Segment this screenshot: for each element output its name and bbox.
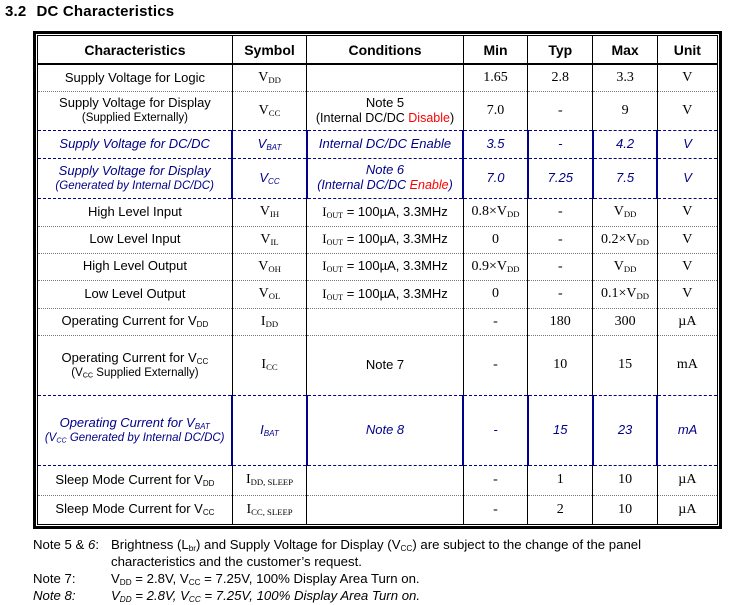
table-row [38,335,718,395]
cell-typ: 7.25 [528,158,593,198]
cell-unit: V [657,64,717,91]
cell-unit: V [657,158,717,198]
cell-symbol: $V_{IH}$ [232,198,306,226]
cell-unit: mA [657,395,717,465]
cell-conditions: $I_{OUT} = 100\mu A$, 3.3MHz [307,280,464,308]
cell-max: $0.2\times V_{DD}$ [593,226,657,253]
note-body: $V_{DD} = 2.8V$, $V_{CC} = 7.25V$, 100% Display Area Turn on. [111,588,421,604]
cell-max: 3.3 [593,64,657,91]
table-row [38,64,718,91]
cell-symbol: $I_{DD, SLEEP}$ [232,465,306,495]
note-item [33,536,727,570]
cell-typ: - [528,280,593,308]
table-row [38,495,718,524]
cell-typ: 180 [528,308,593,335]
cell-conditions: Note 5 (Internal DC/DC Disable) [307,91,464,130]
table-row [38,253,718,280]
cell-min: 7.0 [463,91,527,130]
cell-max: $V_{DD}$ [593,253,657,280]
cell-min: - [463,308,527,335]
cell-characteristics: Sleep Mode Current for $V_{DD}$ [38,465,233,495]
table-row [38,158,718,198]
cell-max: 15 [593,335,657,395]
note-body: $V_{DD} = 2.8V$, $V_{CC} = 7.25V$, 100% Display Area Turn on. [111,571,420,587]
note-body: Brightness $(L_{br})$ and Supply Voltage for Display $(V_{CC})$ are subject to the change of the panel characteristics and the customer’s request. [111,537,642,569]
cell-unit: µA [657,495,717,524]
dc-characteristics-table-frame [33,31,722,529]
cell-typ: 10 [528,335,593,395]
cell-symbol: $V_{DD}$ [232,64,306,91]
cell-conditions: $I_{OUT} = 100\mu A$, 3.3MHz [307,226,464,253]
cell-symbol: $I_{CC, SLEEP}$ [232,495,306,524]
cell-min: - [463,335,527,395]
cell-max: 23 [593,395,657,465]
cell-characteristics: Supply Voltage for DC/DC [38,130,233,158]
cell-typ: - [528,198,593,226]
cell-characteristics: High Level Output [38,253,233,280]
cell-conditions: $I_{OUT} = 100\mu A$, 3.3MHz [307,253,464,280]
cell-characteristics: Low Level Input [38,226,233,253]
cell-max: $0.1\times V_{DD}$ [593,280,657,308]
cell-conditions: Note 8 [307,395,464,465]
cell-unit: V [657,253,717,280]
cell-symbol: $V_{CC}$ [232,91,306,130]
cell-typ: 2.8 [528,64,593,91]
column-header-unit: Unit [657,36,717,65]
cell-characteristics: Low Level Output [38,280,233,308]
cell-min: - [463,465,527,495]
cell-min: 0 [463,226,527,253]
cell-unit: V [657,198,717,226]
cell-typ: 1 [528,465,593,495]
cell-typ: - [528,253,593,280]
cell-unit: µA [657,308,717,335]
table-row [38,308,718,335]
cell-unit: V [657,280,717,308]
cell-min: 3.5 [463,130,527,158]
cell-min: 7.0 [463,158,527,198]
note-item [33,587,727,604]
column-header-typ: Typ [528,36,593,65]
dc-characteristics-table [37,35,718,525]
cell-min: 1.65 [463,64,527,91]
cell-max: 10 [593,495,657,524]
cell-unit: mA [657,335,717,395]
cell-conditions: Note 7 [307,335,464,395]
cell-conditions [307,465,464,495]
cell-typ: 15 [528,395,593,465]
cell-min: - [463,395,527,465]
section-title-text: DC Characteristics [36,3,175,20]
notes-section [33,536,727,604]
cell-unit: µA [657,465,717,495]
section-title [5,3,174,20]
cell-unit: V [657,91,717,130]
cell-conditions [307,495,464,524]
cell-typ: - [528,91,593,130]
cell-symbol: $V_{CC}$ [232,158,306,198]
table-row [38,91,718,130]
cell-symbol: $V_{IL}$ [232,226,306,253]
note-item [33,570,727,587]
cell-symbol: $I_{DD}$ [232,308,306,335]
cell-characteristics: Sleep Mode Current for $V_{CC}$ [38,495,233,524]
table-row [38,280,718,308]
cell-characteristics: Operating Current for $V_{BAT}$ ($V_{CC}$ Generated by Internal DC/DC) [38,395,233,465]
note-label: Note 7: [33,571,76,586]
cell-conditions: Note 6 (Internal DC/DC Enable) [307,158,464,198]
cell-min: $0.9\times V_{DD}$ [463,253,527,280]
column-header-min: Min [463,36,527,65]
cell-characteristics: Operating Current for $V_{DD}$ [38,308,233,335]
cell-conditions: $I_{OUT} = 100\mu A$, 3.3MHz [307,198,464,226]
cell-max: 300 [593,308,657,335]
cell-min: $0.8\times V_{DD}$ [463,198,527,226]
cell-characteristics: Supply Voltage for Logic [38,64,233,91]
note-label: Note 5 & 6: [33,537,99,552]
cell-symbol: $I_{BAT}$ [232,395,306,465]
note-label: Note 8: [33,588,76,603]
cell-unit: V [657,130,717,158]
column-header-conditions: Conditions [307,36,464,65]
cell-characteristics: Supply Voltage for Display (Generated by Internal DC/DC) [38,158,233,198]
cell-max: 7.5 [593,158,657,198]
table-row [38,395,718,465]
cell-max: 4.2 [593,130,657,158]
table-row [38,465,718,495]
cell-conditions [307,308,464,335]
cell-symbol: $V_{BAT}$ [232,130,306,158]
column-header-characteristics: Characteristics [38,36,233,65]
cell-characteristics: Operating Current for $V_{CC}$ ($V_{CC}$ Supplied Externally) [38,335,233,395]
section-number: 3.2 [5,3,27,20]
cell-symbol: $I_{CC}$ [232,335,306,395]
cell-max: $V_{DD}$ [593,198,657,226]
cell-unit: V [657,226,717,253]
table-row [38,130,718,158]
cell-conditions: Internal DC/DC Enable [307,130,464,158]
cell-characteristics: High Level Input [38,198,233,226]
cell-max: 9 [593,91,657,130]
cell-characteristics: Supply Voltage for Display (Supplied Externally) [38,91,233,130]
cell-symbol: $V_{OH}$ [232,253,306,280]
cell-min: 0 [463,280,527,308]
table-header-row [38,36,718,65]
column-header-symbol: Symbol [232,36,306,65]
table-row [38,198,718,226]
cell-min: - [463,495,527,524]
cell-conditions [307,64,464,91]
cell-typ: - [528,130,593,158]
cell-typ: - [528,226,593,253]
column-header-max: Max [593,36,657,65]
table-row [38,226,718,253]
cell-max: 10 [593,465,657,495]
cell-typ: 2 [528,495,593,524]
cell-symbol: $V_{OL}$ [232,280,306,308]
